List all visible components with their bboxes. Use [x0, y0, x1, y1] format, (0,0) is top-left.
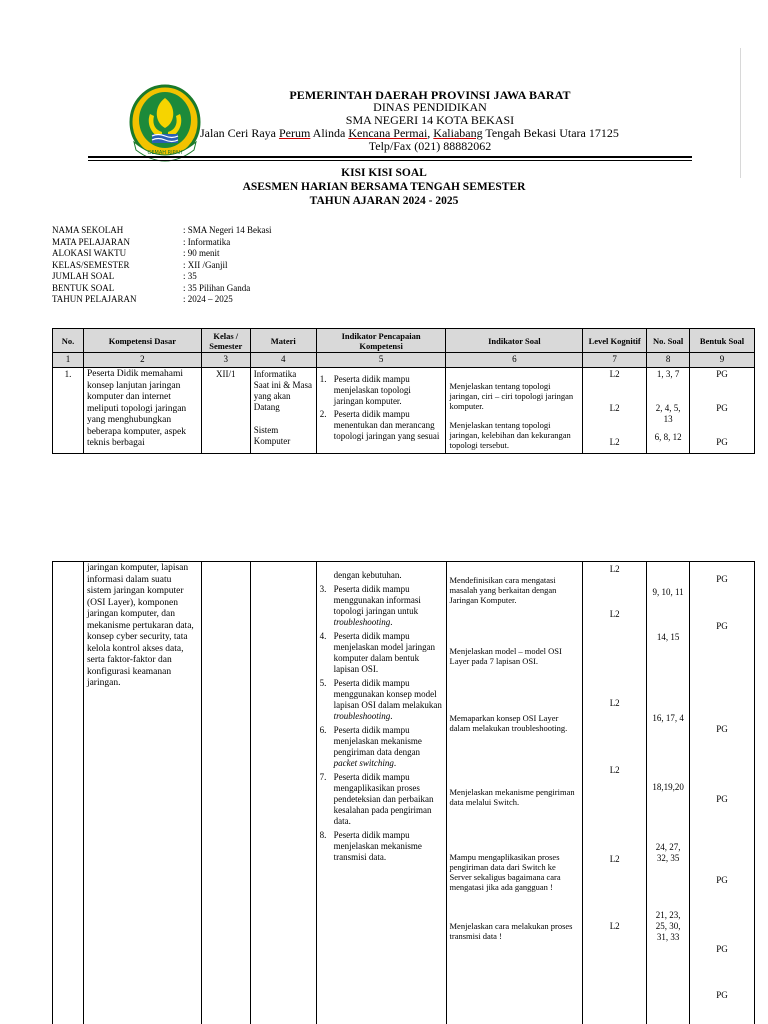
soal-item: 16, 17, 4 [652, 713, 684, 723]
info-value: : 35 [183, 271, 197, 281]
col-header: Kompetensi Dasar [83, 329, 201, 353]
soal-item: 24, 27, 32, 35 [655, 842, 681, 863]
soal-item: 9, 10, 11 [652, 587, 684, 597]
col-number: 9 [690, 353, 755, 368]
indikator-soal-item: Memaparkan konsep OSI Layer dalam melakukan troubleshooting. [449, 713, 568, 733]
level-kognitif [583, 368, 647, 454]
indikator-soal-item: Menjelaskan model – model OSI Layer pada 7 lapisan OSI. [449, 646, 562, 666]
indikator-soal-item: Mendefinisikan cara mengatasi masalah yang berkaitan dengan Jaringan Komputer. [449, 575, 557, 605]
info-row [52, 260, 272, 272]
bentuk-item: PG [716, 437, 728, 447]
level-item: L2 [609, 564, 620, 574]
bentuk-item: PG [716, 875, 728, 885]
info-label: MATA PELAJARAN [52, 236, 131, 247]
kisi-table [52, 328, 755, 454]
soal-item: 14, 15 [656, 632, 680, 642]
info-value: : XII /Ganjil [183, 259, 228, 270]
table-row [53, 368, 755, 454]
col-number: 1 [53, 353, 84, 368]
col-header: No. Soal [647, 329, 690, 353]
doc-year: TAHUN AJARAN 2024 - 2025 [309, 195, 459, 207]
col-header: Kelas / Semester [201, 329, 250, 353]
ipk-item: 5. Peserta didik mampu menggunakan konsep model lapisan OSI dalam melakukan troubleshooting. [319, 678, 442, 721]
col-header: Materi [250, 329, 316, 353]
col-header: Indikator Soal [446, 329, 583, 353]
info-value: : 35 Pilihan Ganda [183, 282, 251, 293]
materi-item: Sistem Komputer [253, 425, 291, 446]
info-row [52, 294, 272, 306]
info-value: : 90 menit [183, 248, 220, 258]
bentuk-item: PG [716, 621, 728, 631]
doc-title: KISI KISI SOAL [341, 167, 427, 179]
indikator-kompetensi [316, 562, 446, 1024]
level-item: L2 [609, 854, 620, 864]
bentuk-soal [690, 368, 755, 454]
soal-item: 18,19,20 [652, 782, 684, 792]
nomor-soal [647, 562, 690, 1024]
ipk-continuation: dengan kebutuhan. [333, 570, 402, 580]
bentuk-item: PG [716, 724, 728, 734]
ipk-item: 1. Peserta didik mampu menjelaskan topologi jaringan komputer. [319, 374, 411, 406]
materi [250, 562, 316, 1024]
indikator-soal [446, 562, 583, 1024]
info-row [52, 271, 272, 283]
indikator-soal-item: Mampu mengaplikasikan proses pengiriman data dari Switch ke Server sekaligus bagaimana cara mengatasi jika ada gangguan ! [449, 852, 561, 892]
info-value: : 2024 – 2025 [183, 294, 233, 304]
kelas-semester: XII/1 [201, 368, 250, 454]
soal-item: 2, 4, 5, 13 [655, 403, 681, 424]
bentuk-item: PG [716, 403, 728, 413]
letterhead-school: SMA NEGERI 14 KOTA BEKASI [345, 113, 515, 127]
indikator-soal-item: Menjelaskan mekanisme pengiriman data melalui Switch. [449, 787, 575, 807]
level-item: L2 [609, 698, 620, 708]
info-value: : SMA Negeri 14 Bekasi [183, 225, 272, 235]
col-header: Level Kognitif [583, 329, 647, 353]
jawa-barat-logo-icon [128, 84, 202, 162]
indikator-soal [446, 368, 583, 454]
info-label: TAHUN PELAJARAN [52, 294, 137, 304]
ipk-item: 3. Peserta didik mampu menggunakan informasi topologi jaringan untuk troubleshooting. [319, 584, 421, 627]
kisi-table-continued [52, 561, 755, 1024]
info-value: : Informatika [183, 236, 231, 247]
doc-subtitle: ASESMEN HARIAN BERSAMA TENGAH SEMESTER [242, 181, 526, 193]
level-item: L2 [609, 921, 620, 931]
school-info [52, 225, 272, 306]
col-number: 6 [446, 353, 583, 368]
table-row [53, 562, 755, 1024]
info-row [52, 283, 272, 295]
row-number: 1. [53, 368, 84, 454]
info-row [52, 225, 272, 237]
indikator-kompetensi [316, 368, 446, 454]
bentuk-item: PG [716, 990, 728, 1000]
kompetensi-dasar: jaringan komputer, lapisan informasi dalam suatu sistem jaringan komputer (OSI Layer), komponen jaringan komputer, dan mekanisme pertukaran data, konsep cyber security, tata kelola kontrol akses data, serta faktor-faktor dan konfigurasi keamanan jaringan. [83, 562, 201, 1024]
soal-item: 21, 23, 25, 30, 31, 33 [655, 910, 681, 942]
col-number: 5 [316, 353, 446, 368]
ipk-item: 2. Peserta didik mampu menentukan dan merancang topologi jaringan yang sesuai [319, 409, 440, 441]
nomor-soal [647, 368, 690, 454]
col-number: 3 [201, 353, 250, 368]
svg-text:GEMAH RIPAH: GEMAH RIPAH [147, 150, 183, 156]
indikator-soal-item: Menjelaskan tentang topologi jaringan, ciri – ciri topologi jaringan komputer. [449, 381, 574, 411]
col-header: Indikator Pencapaian Kompetensi [316, 329, 446, 353]
bentuk-item: PG [716, 794, 728, 804]
ipk-item: 4. Peserta didik mampu menjelaskan model jaringan komputer dalam bentuk lapisan OSI. [319, 631, 436, 674]
bentuk-item: PG [716, 369, 728, 379]
ipk-item: 6. Peserta didik mampu menjelaskan mekanisme pengiriman data dengan packet switching. [319, 725, 422, 768]
materi [250, 368, 316, 454]
letterhead-address: Jalan Ceri Raya Perum Alinda Kencana Permai, Kaliabang Tengah Bekasi Utara 17125 [200, 126, 619, 140]
kelas-semester [201, 562, 250, 1024]
bentuk-item: PG [716, 574, 728, 584]
bentuk-item: PG [716, 944, 728, 954]
col-number: 7 [583, 353, 647, 368]
soal-item: 1, 3, 7 [656, 369, 680, 379]
col-number: 4 [250, 353, 316, 368]
letterhead-rule-thin [88, 160, 692, 161]
materi-item: Informatika Saat ini & Masa yang akan Datang [253, 369, 313, 412]
soal-item: 6, 8, 12 [654, 432, 682, 442]
table-header-row [53, 329, 755, 353]
info-label: ALOKASI WAKTU [52, 248, 127, 258]
level-kognitif [583, 562, 647, 1024]
bentuk-soal [690, 562, 755, 1024]
level-item: L2 [609, 609, 620, 619]
col-number: 2 [83, 353, 201, 368]
indikator-soal-item: Menjelaskan tentang topologi jaringan, kelebihan dan kekurangan topologi tersebut. [449, 420, 571, 450]
level-item: L2 [609, 369, 620, 379]
kompetensi-dasar: Peserta Didik memahami konsep lanjutan jaringan komputer dan internet meliputi topologi jaringan yang menghubungkan beberapa komputer, aspek teknis berbagai [83, 368, 201, 454]
info-label: KELAS/SEMESTER [52, 259, 130, 270]
info-row [52, 237, 272, 249]
col-header: Bentuk Soal [690, 329, 755, 353]
letterhead-rule [88, 156, 692, 158]
indikator-soal-item: Menjelaskan cara melakukan proses transmisi data ! [449, 921, 573, 941]
letterhead-government: PEMERINTAH DAERAH PROVINSI JAWA BARAT [289, 88, 571, 102]
level-item: L2 [609, 403, 620, 413]
info-label: NAMA SEKOLAH [52, 225, 124, 235]
info-label: BENTUK SOAL [52, 282, 115, 293]
page-edge-line [740, 48, 741, 178]
ipk-item: 8. Peserta didik mampu menjelaskan mekanisme transmisi data. [319, 830, 422, 862]
info-label: JUMLAH SOAL [52, 271, 115, 281]
row-number [53, 562, 84, 1024]
letterhead-department: DINAS PENDIDIKAN [373, 100, 487, 114]
col-number: 8 [647, 353, 690, 368]
level-item: L2 [609, 765, 620, 775]
ipk-item: 7. Peserta didik mampu mengaplikasikan proses pendeteksian dan perbaikan kesalahan pada pengiriman data. [319, 772, 434, 826]
table-number-row [53, 353, 755, 368]
level-item: L2 [609, 437, 620, 447]
col-header: No. [53, 329, 84, 353]
info-row [52, 248, 272, 260]
letterhead-phone: Telp/Fax (021) 88882062 [368, 139, 492, 153]
